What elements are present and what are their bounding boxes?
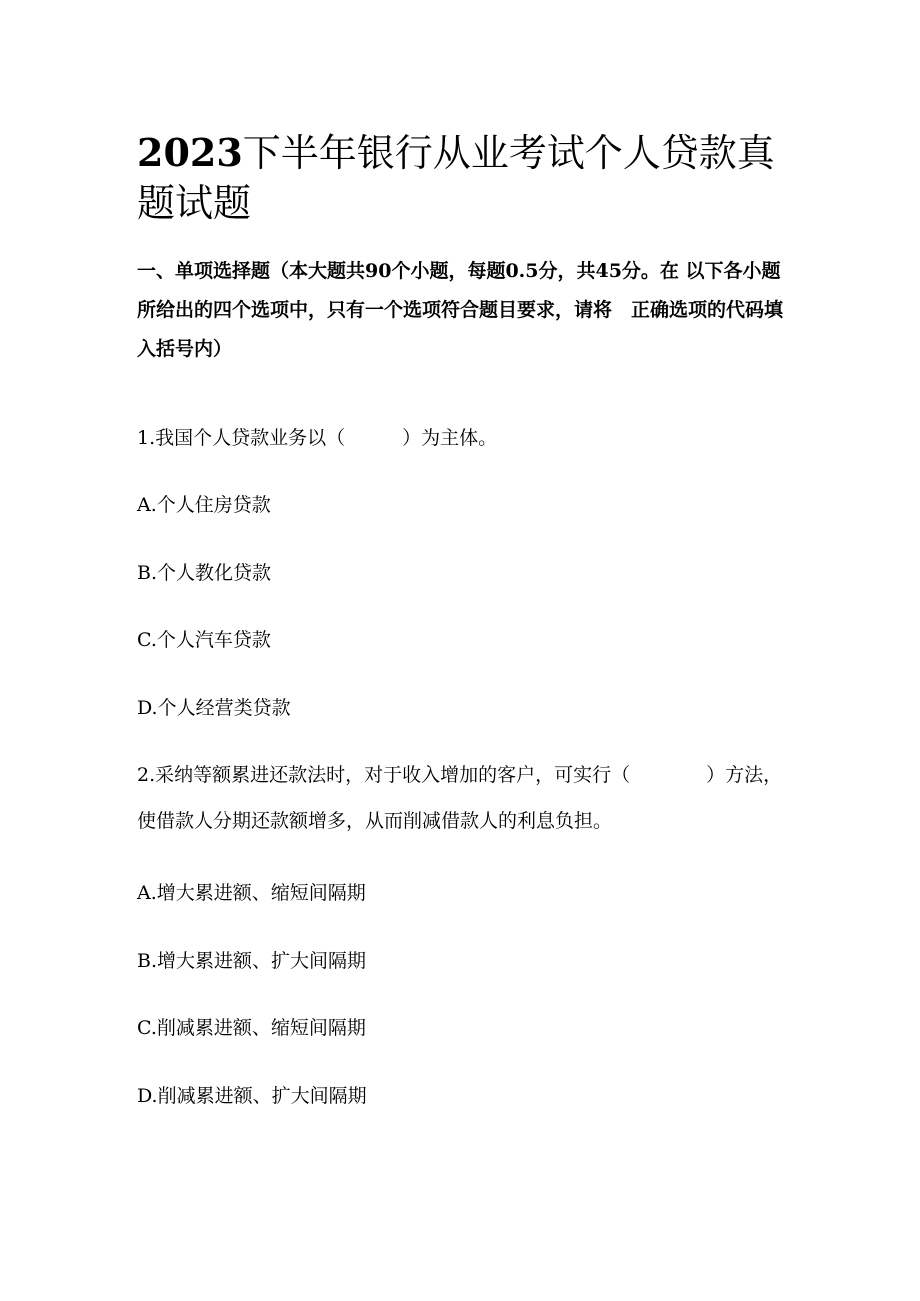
question-2-option-b: B.增大累进额、扩大间隔期	[137, 950, 367, 972]
question-1-option-d: D.个人经营类贷款	[137, 697, 291, 719]
question-2-option-d: D.削减累进额、扩大间隔期	[137, 1085, 367, 1107]
question-1-option-c: C.个人汽车贷款	[137, 629, 271, 651]
document-title	[137, 128, 797, 228]
question-2-option-c: C.削减累进额、缩短间隔期	[137, 1017, 366, 1039]
question-2-option-a: A.增大累进额、缩短间隔期	[137, 882, 366, 904]
question-1-option-a: A.个人住房贷款	[137, 494, 271, 516]
section-heading: 一、单项选择题（本大题共90个小题，每题0.5分，共45分。在 以下各小题所给出的四个选项中，只有一个选项符合题目要求，请将 正确选项的代码填入括号内）	[137, 260, 784, 360]
question-1-option-b: B.个人教化贷款	[137, 562, 272, 584]
question-1-stem: 1.我国个人贷款业务以（ ）为主体。	[137, 427, 498, 449]
question-2-stem: 2.采纳等额累进还款法时，对于收入增加的客户，可实行（ ）方法，使借款人分期还款额增多，从而削减借款人的利息负担。	[137, 764, 783, 832]
title-text: 下半年银行从业考试个人贷款真题试题	[137, 131, 775, 225]
title-year: 2023	[137, 130, 243, 175]
